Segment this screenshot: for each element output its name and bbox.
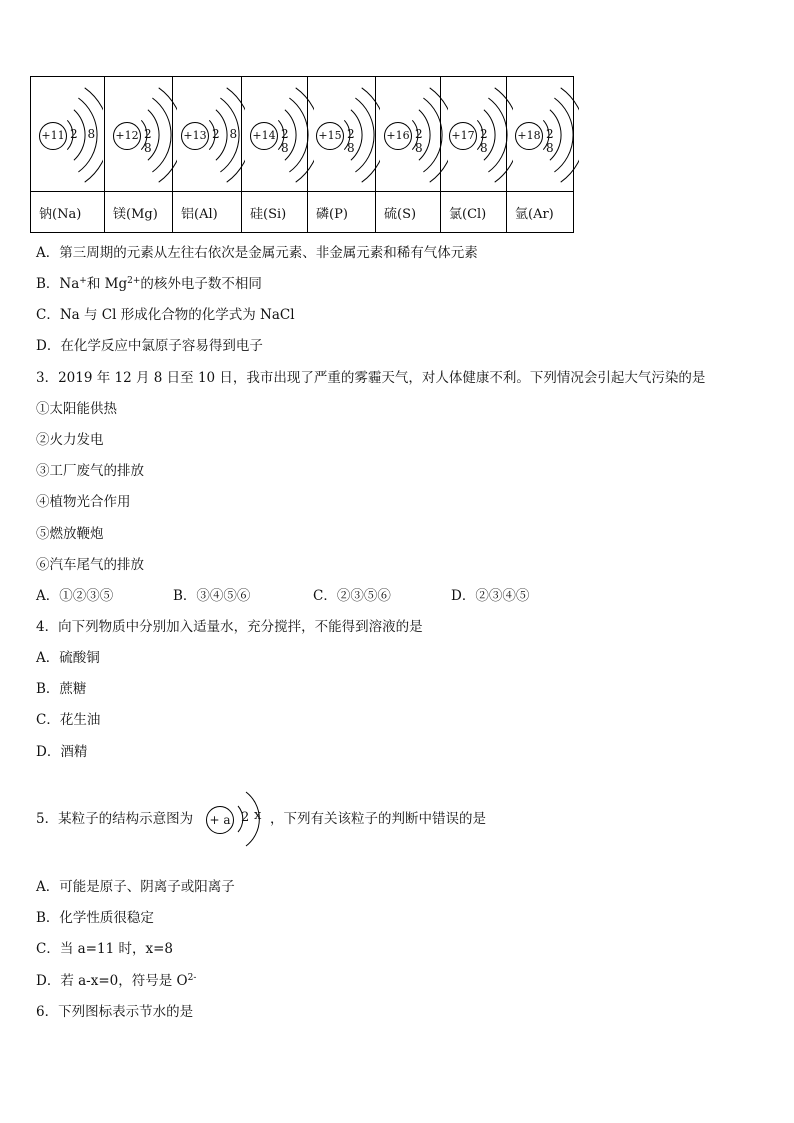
q3-item-6: ⑥汽车尾气的排放 bbox=[36, 557, 144, 573]
atom-cell-3 bbox=[242, 77, 308, 192]
q3-item-5: ⑤燃放鞭炮 bbox=[36, 526, 104, 542]
atom-cell-0 bbox=[31, 77, 105, 192]
q5-option-c: C．当 a=11 时，x=8 bbox=[36, 941, 173, 957]
atom-nucleus: +18 bbox=[515, 122, 543, 150]
q5-option-a: A．可能是原子、阴离子或阳离子 bbox=[36, 879, 235, 895]
q3-choice-a: A．①②③⑤ bbox=[36, 588, 114, 604]
q4-stem: 4．向下列物质中分别加入适量水，充分搅拌，不能得到溶液的是 bbox=[36, 619, 423, 635]
q5-stem-prefix: 5．某粒子的结构示意图为 bbox=[36, 811, 194, 827]
atom-cell-4 bbox=[308, 77, 376, 192]
q4-option-b: B．蔗糖 bbox=[36, 681, 87, 697]
q3-choice-b: B．③④⑤⑥ bbox=[173, 588, 251, 604]
atom-nucleus: +14 bbox=[250, 122, 278, 150]
element-name: 硅(Si) bbox=[242, 192, 308, 233]
q2-option-b: B．Na+和 $Mg^{2+}$的核外电子数不相同 bbox=[36, 276, 262, 292]
element-name: 钠(Na) bbox=[31, 192, 105, 233]
atom-shell-electrons: 2 8 bbox=[546, 127, 557, 155]
atom-diagram-row bbox=[31, 77, 574, 192]
atom-shell-electrons: 2 8 bbox=[480, 127, 491, 155]
element-name: 氯(Cl) bbox=[441, 192, 507, 233]
element-name: 磷(P) bbox=[308, 192, 376, 233]
atom-cell-6 bbox=[441, 77, 507, 192]
q6-stem: 6．下列图标表示节水的是 bbox=[36, 1004, 194, 1020]
atom-nucleus: +12 bbox=[113, 122, 141, 150]
atom-nucleus: +15 bbox=[316, 122, 344, 150]
atom-nucleus: +17 bbox=[449, 122, 477, 150]
q2-option-a: A．第三周期的元素从左往右依次是金属元素、非金属元素和稀有气体元素 bbox=[36, 245, 478, 261]
q2-option-d: D．在化学反应中氯原子容易得到电子 bbox=[36, 338, 263, 354]
element-name-row bbox=[31, 192, 574, 233]
q3-item-1: ①太阳能供热 bbox=[36, 401, 117, 417]
atom-cell-1 bbox=[105, 77, 173, 192]
atom-nucleus: +11 bbox=[39, 122, 67, 150]
atom-shell-electrons: 2 8 bbox=[347, 127, 358, 155]
atom-shell-electrons: 2 8 bbox=[144, 127, 155, 155]
q3-item-3: ③工厂废气的排放 bbox=[36, 463, 144, 479]
q5-first-shell: 2 bbox=[241, 810, 250, 825]
atom-shell-electrons: 2 8 bbox=[281, 127, 292, 155]
atom-nucleus: +16 bbox=[384, 122, 412, 150]
atom-shell-electrons: 2 8 bbox=[212, 127, 241, 141]
atom-cell-5 bbox=[376, 77, 441, 192]
element-name: 硫(S) bbox=[376, 192, 441, 233]
atom-shell-electrons: 2 8 bbox=[415, 127, 426, 155]
q2-option-c: C．Na 与 Cl 形成化合物的化学式为 NaCl bbox=[36, 307, 295, 323]
q5-option-d: D．若 a-x=0，符号是 $O^{2-}$ bbox=[36, 973, 197, 989]
atom-cell-7 bbox=[507, 77, 574, 192]
q5-stem-suffix: ，下列有关该粒子的判断中错误的是 bbox=[270, 811, 486, 827]
atom-nucleus: +13 bbox=[181, 122, 209, 150]
q3-choices bbox=[36, 584, 529, 604]
q5-second-shell: x bbox=[254, 808, 262, 823]
q5-option-b: B．化学性质很稳定 bbox=[36, 910, 154, 926]
q5-nucleus: + a bbox=[206, 806, 234, 834]
atom-cell-2 bbox=[173, 77, 242, 192]
atom-structure-table bbox=[30, 76, 574, 233]
q4-option-c: C．花生油 bbox=[36, 712, 101, 728]
element-name: 氩(Ar) bbox=[507, 192, 574, 233]
element-name: 镁(Mg) bbox=[105, 192, 173, 233]
atom-shell-electrons: 2 8 bbox=[70, 127, 99, 141]
q3-choice-d: D．②③④⑤ bbox=[451, 588, 530, 604]
q4-option-d: D．酒精 bbox=[36, 744, 88, 760]
element-name: 铝(Al) bbox=[173, 192, 242, 233]
q4-option-a: A．硫酸铜 bbox=[36, 650, 100, 666]
q3-item-4: ④植物光合作用 bbox=[36, 494, 131, 510]
q3-item-2: ②火力发电 bbox=[36, 432, 104, 448]
q3-stem: 3．2019 年 12 月 8 日至 10 日，我市出现了严重的雾霾天气，对人体健康不利。下列情况会引起大气污染的是 bbox=[36, 370, 706, 386]
q3-choice-c: C．②③⑤⑥ bbox=[313, 588, 391, 604]
